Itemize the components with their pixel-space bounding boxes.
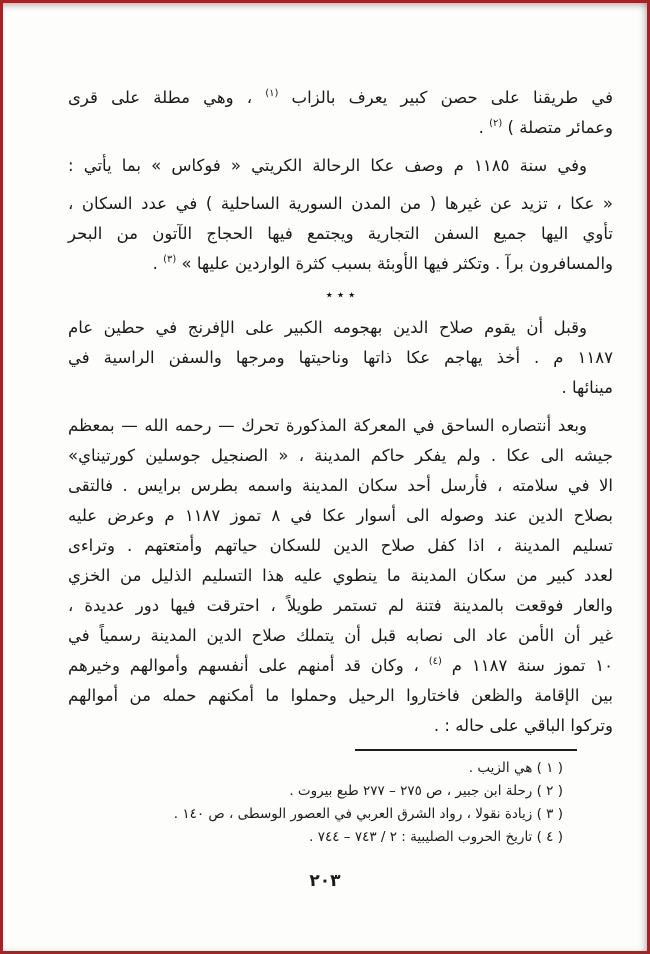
text-line: تأوي اليها جميع السفن التجارية ويجتمع فيها الحجاج الآتون من البحر <box>68 224 613 243</box>
text-line: ١٠ تموز سنة ١١٨٧ م $^{(٤)}$ ، وكان قد أمنهم على أنفسهم وأموالهم وخيرهم <box>68 656 613 675</box>
body-text <box>3 3 647 741</box>
text-line: « عكا ، تزيد عن غيرها ( من المدن السورية الساحلية ) في عدد السكان ، <box>68 194 613 213</box>
text-line: وتركوا الباقي على حاله : . <box>433 716 613 735</box>
footnote-marker: (٢) <box>489 118 503 129</box>
paragraph <box>68 83 613 143</box>
text-line: في طريقنا على حصن كبير يعرف بالزاب $^{(١)}$ ، وهي مطلة على قرى <box>68 88 613 107</box>
text-line: بصلاح الدين عند وصوله الى أسوار عكا في ٨ تموز ١١٨٧ م وعرض عليه <box>68 506 613 525</box>
text-line: بين الإقامة والظعن فاختاروا الرحيل وحملوا ما أمكنهم حمله من أموالهم <box>68 686 613 705</box>
paragraph <box>68 151 613 181</box>
text-line: وفي سنة ١١٨٥ م وصف عكا الرحالة الكريتي « فوكاس » بما يأتي : <box>68 156 587 175</box>
footnotes <box>3 757 647 849</box>
text-line: الا في سلامته ، فأرسل أحد سكان المدينة واسمه بطرس برايس . فالتقى <box>68 476 613 495</box>
text-line: ١١٨٧ م . أخذ يهاجم عكا ذاتها وناحيتها ومرجها والسفن الراسية في <box>68 348 613 367</box>
text-line: والمسافرون برآ . وتكثر فيها الأوبئة بسبب كثرة الواردين عليها » $^{(٣)}$ . <box>152 254 613 273</box>
text-line: والعار فوقعت بالمدينة فتنة لم تستمر طويلاً ، احترقت فيها دور عديدة ، <box>68 596 613 615</box>
footnote-item: ( ٢ ) رحلة ابن جبير ، ص ٢٧٥ – ٢٧٧ طبع بيروت . <box>289 783 563 799</box>
footnote-marker: (١) <box>265 88 279 99</box>
footnote-item: ( ١ ) هي الزيب . <box>468 760 563 776</box>
paragraph <box>68 189 613 279</box>
text-line: تسليم المدينة ، اذا كفل صلاح الدين للسكان حياتهم وأمتعتهم . وتراءى <box>68 536 613 555</box>
footnote-marker: (٤) <box>428 656 442 667</box>
paragraph <box>68 411 613 741</box>
footnote-item: ( ٤ ) تاريخ الحروب الصليبية : ٢ / ٧٤٣ – ٧٤٤ . <box>309 829 563 845</box>
text-line: غير أن الأمن عاد الى نصابه قبل أن يتملك صلاح الدين المدينة رسمياً في <box>68 626 613 645</box>
footnote-marker: (٣) <box>163 254 177 265</box>
text-line: مينائها . <box>561 378 613 397</box>
text-line: لعدد كبير من سكان المدينة ما ينطوي عليه هذا التسليم الذليل من الخزي <box>68 566 613 585</box>
page-number: ٢٠٣ <box>309 871 341 891</box>
paragraph <box>68 313 613 403</box>
section-break-stars: ٭ ٭ ٭ <box>325 288 356 303</box>
footnote-rule <box>355 749 577 751</box>
footnote-item: ( ٣ ) زيادة نقولا ، رواد الشرق العربي في العصور الوسطى ، ص ١٤٠ . <box>173 806 563 822</box>
text-line: جيشه الى عكا . ولم يفكر حاكم المدينة ، « الصنجيل جوسلين كورتيناي» <box>68 446 613 465</box>
text-line: وبعد أنتصاره الساحق في المعركة المذكورة تحرك — رحمه الله — بمعظم <box>68 416 587 435</box>
text-line: وعمائر متصلة ) $^{(٢)}$ . <box>478 118 613 137</box>
text-line: وقبل أن يقوم صلاح الدين بهجومه الكبير على الإفرنج في حطين عام <box>68 318 587 337</box>
